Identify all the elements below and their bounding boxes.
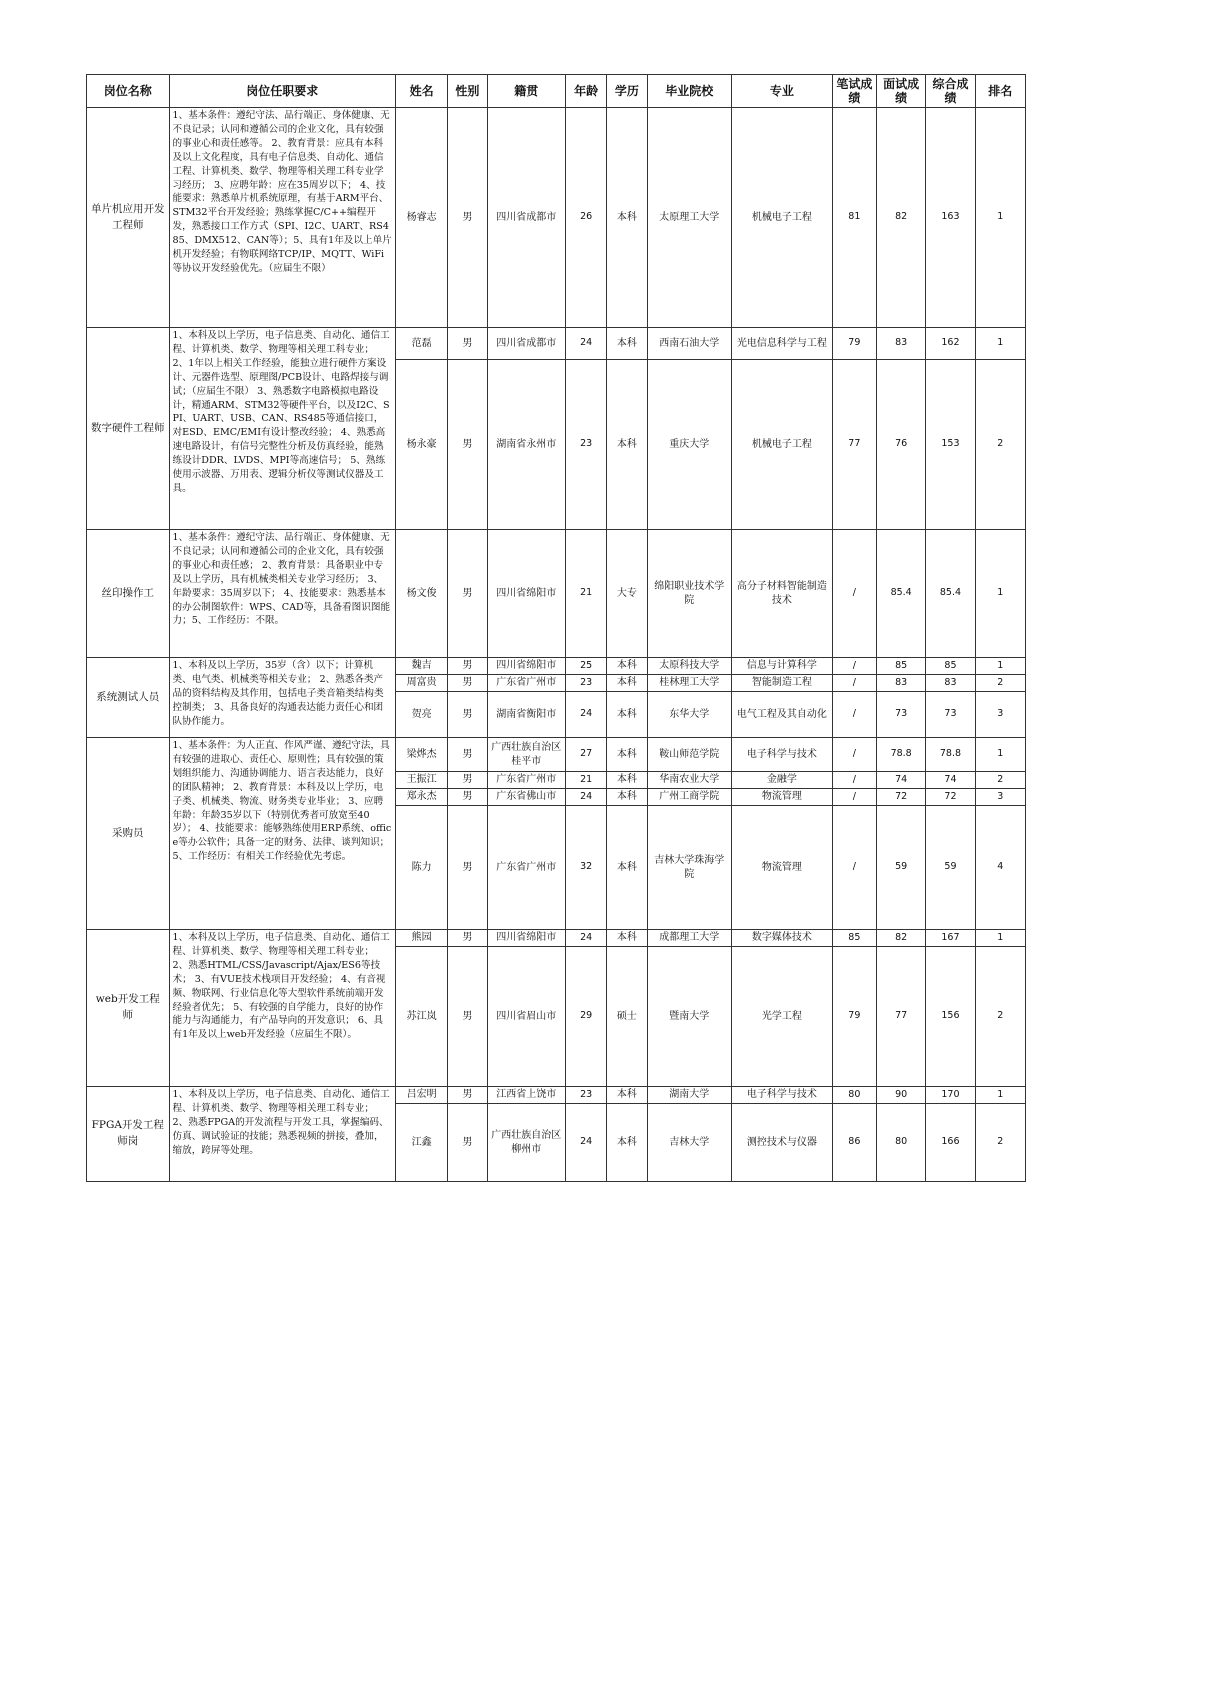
candidate-row xyxy=(87,658,1026,675)
candidate-major: 智能制造工程 xyxy=(732,675,833,692)
candidate-school: 鞍山师范学院 xyxy=(647,738,732,772)
candidate-school: 太原理工大学 xyxy=(647,108,732,328)
candidate-native-place: 湖南省衡阳市 xyxy=(487,692,566,738)
candidate-rank: 3 xyxy=(975,789,1025,806)
candidate-native-place: 四川省成都市 xyxy=(487,108,566,328)
candidate-school: 东华大学 xyxy=(647,692,732,738)
candidate-name: 杨睿志 xyxy=(395,108,447,328)
total-score: 72 xyxy=(926,789,975,806)
candidate-age: 24 xyxy=(566,692,607,738)
candidate-education: 本科 xyxy=(607,1104,647,1182)
candidate-age: 24 xyxy=(566,789,607,806)
written-score: 85 xyxy=(832,930,876,947)
total-score: 59 xyxy=(926,806,975,930)
position-name: 数字硬件工程师 xyxy=(87,328,170,530)
candidate-name: 魏吉 xyxy=(395,658,447,675)
candidate-gender: 男 xyxy=(448,947,487,1087)
candidate-school: 西南石油大学 xyxy=(647,328,732,360)
header-requirements: 岗位任职要求 xyxy=(169,75,395,108)
candidate-age: 24 xyxy=(566,1104,607,1182)
position-requirements: 1、本科及以上学历，电子信息类、自动化、通信工程、计算机类、数学、物理等相关理工科专业； 2、熟悉FPGA的开发流程与开发工具，掌握编码、仿真、调试验证的技能；熟悉视频的拼接，叠加，缩放，跨屏等处理。 xyxy=(169,1087,395,1182)
interview-score: 76 xyxy=(876,360,925,530)
total-score: 74 xyxy=(926,772,975,789)
candidate-rank: 2 xyxy=(975,360,1025,530)
candidate-major: 金融学 xyxy=(732,772,833,789)
candidate-native-place: 四川省眉山市 xyxy=(487,947,566,1087)
candidate-major: 物流管理 xyxy=(732,789,833,806)
candidate-age: 24 xyxy=(566,328,607,360)
candidate-native-place: 广东省广州市 xyxy=(487,675,566,692)
candidate-native-place: 四川省成都市 xyxy=(487,328,566,360)
candidate-native-place: 四川省绵阳市 xyxy=(487,930,566,947)
candidate-gender: 男 xyxy=(448,658,487,675)
header-name: 姓名 xyxy=(395,75,447,108)
candidate-rank: 2 xyxy=(975,1104,1025,1182)
candidate-native-place: 四川省绵阳市 xyxy=(487,658,566,675)
candidate-name: 熊园 xyxy=(395,930,447,947)
total-score: 83 xyxy=(926,675,975,692)
candidate-name: 王振江 xyxy=(395,772,447,789)
position-name: 丝印操作工 xyxy=(87,530,170,658)
candidate-education: 大专 xyxy=(607,530,647,658)
total-score: 78.8 xyxy=(926,738,975,772)
candidate-gender: 男 xyxy=(448,328,487,360)
candidate-gender: 男 xyxy=(448,530,487,658)
candidate-rank: 1 xyxy=(975,328,1025,360)
written-score: / xyxy=(832,738,876,772)
candidate-age: 23 xyxy=(566,1087,607,1104)
candidate-education: 本科 xyxy=(607,658,647,675)
header-position: 岗位名称 xyxy=(87,75,170,108)
candidate-education: 本科 xyxy=(607,1087,647,1104)
candidate-school: 华南农业大学 xyxy=(647,772,732,789)
candidate-rank: 1 xyxy=(975,738,1025,772)
interview-score: 78.8 xyxy=(876,738,925,772)
interview-score: 73 xyxy=(876,692,925,738)
candidate-school: 广州工商学院 xyxy=(647,789,732,806)
candidate-gender: 男 xyxy=(448,930,487,947)
header-gender: 性别 xyxy=(448,75,487,108)
candidate-major: 光学工程 xyxy=(732,947,833,1087)
interview-score: 82 xyxy=(876,108,925,328)
candidate-name: 杨文俊 xyxy=(395,530,447,658)
candidate-name: 杨永豪 xyxy=(395,360,447,530)
candidate-major: 测控技术与仪器 xyxy=(732,1104,833,1182)
candidate-rank: 2 xyxy=(975,947,1025,1087)
header-native-place: 籍贯 xyxy=(487,75,566,108)
position-name: web开发工程师 xyxy=(87,930,170,1087)
candidate-row xyxy=(87,530,1026,658)
header-total-score: 综合成绩 xyxy=(926,75,975,108)
candidate-education: 本科 xyxy=(607,789,647,806)
candidate-native-place: 广西壮族自治区桂平市 xyxy=(487,738,566,772)
written-score: 80 xyxy=(832,1087,876,1104)
candidate-rank: 2 xyxy=(975,675,1025,692)
candidate-major: 光电信息科学与工程 xyxy=(732,328,833,360)
candidate-native-place: 广西壮族自治区柳州市 xyxy=(487,1104,566,1182)
header-written-score: 笔试成绩 xyxy=(832,75,876,108)
candidate-education: 本科 xyxy=(607,930,647,947)
interview-score: 85 xyxy=(876,658,925,675)
candidate-major: 信息与计算科学 xyxy=(732,658,833,675)
results-table xyxy=(86,74,1026,1182)
candidate-gender: 男 xyxy=(448,360,487,530)
candidate-gender: 男 xyxy=(448,1087,487,1104)
candidate-native-place: 广东省广州市 xyxy=(487,806,566,930)
interview-score: 85.4 xyxy=(876,530,925,658)
candidate-native-place: 四川省绵阳市 xyxy=(487,530,566,658)
candidate-row xyxy=(87,328,1026,360)
candidate-gender: 男 xyxy=(448,806,487,930)
total-score: 163 xyxy=(926,108,975,328)
candidate-education: 本科 xyxy=(607,806,647,930)
position-requirements: 1、本科及以上学历，35岁（含）以下；计算机类、电气类、机械类等相关专业； 2、熟悉各类产品的资料结构及其作用，包括电子类音箱类结构类控制类； 3、具备良好的沟通表达能力责任心和团队协作能力。 xyxy=(169,658,395,738)
position-name: 单片机应用开发工程师 xyxy=(87,108,170,328)
candidate-education: 本科 xyxy=(607,738,647,772)
total-score: 170 xyxy=(926,1087,975,1104)
header-rank: 排名 xyxy=(975,75,1025,108)
candidate-gender: 男 xyxy=(448,738,487,772)
candidate-age: 21 xyxy=(566,530,607,658)
total-score: 156 xyxy=(926,947,975,1087)
position-name: FPGA开发工程师岗 xyxy=(87,1087,170,1182)
candidate-education: 本科 xyxy=(607,360,647,530)
total-score: 162 xyxy=(926,328,975,360)
results-body xyxy=(87,108,1026,1182)
candidate-education: 本科 xyxy=(607,772,647,789)
written-score: 79 xyxy=(832,328,876,360)
position-requirements: 1、基本条件：遵纪守法、品行端正、身体健康、无不良记录；认同和遵循公司的企业文化，具有较强的事业心和责任感； 2、教育背景：具备职业中专及以上学历，具有机械类相关专业学习经历； 3、年龄要求：35周岁以下； 4、技能要求：熟悉基本的办公制图软件：WPS、CAD等，具备看图识图能力；5、工作经历：不限。 xyxy=(169,530,395,658)
candidate-gender: 男 xyxy=(448,675,487,692)
candidate-rank: 1 xyxy=(975,530,1025,658)
candidate-name: 江鑫 xyxy=(395,1104,447,1182)
candidate-rank: 1 xyxy=(975,930,1025,947)
total-score: 167 xyxy=(926,930,975,947)
candidate-gender: 男 xyxy=(448,772,487,789)
candidate-name: 陈力 xyxy=(395,806,447,930)
candidate-gender: 男 xyxy=(448,692,487,738)
header-education: 学历 xyxy=(607,75,647,108)
written-score: / xyxy=(832,658,876,675)
candidate-rank: 2 xyxy=(975,772,1025,789)
candidate-major: 高分子材料智能制造技术 xyxy=(732,530,833,658)
total-score: 85 xyxy=(926,658,975,675)
written-score: / xyxy=(832,675,876,692)
candidate-row xyxy=(87,1087,1026,1104)
total-score: 73 xyxy=(926,692,975,738)
candidate-age: 25 xyxy=(566,658,607,675)
interview-score: 90 xyxy=(876,1087,925,1104)
candidate-age: 26 xyxy=(566,108,607,328)
candidate-school: 吉林大学 xyxy=(647,1104,732,1182)
candidate-school: 暨南大学 xyxy=(647,947,732,1087)
candidate-age: 23 xyxy=(566,360,607,530)
written-score: 79 xyxy=(832,947,876,1087)
candidate-age: 27 xyxy=(566,738,607,772)
total-score: 153 xyxy=(926,360,975,530)
written-score: 86 xyxy=(832,1104,876,1182)
interview-score: 77 xyxy=(876,947,925,1087)
interview-score: 83 xyxy=(876,328,925,360)
written-score: / xyxy=(832,806,876,930)
interview-score: 80 xyxy=(876,1104,925,1182)
written-score: / xyxy=(832,692,876,738)
candidate-name: 梁烨杰 xyxy=(395,738,447,772)
candidate-rank: 1 xyxy=(975,108,1025,328)
candidate-native-place: 广东省广州市 xyxy=(487,772,566,789)
position-requirements: 1、基本条件：遵纪守法、品行端正、身体健康、无不良记录；认同和遵循公司的企业文化，具有较强的事业心和责任感等。 2、教育背景：应具有本科及以上文化程度，具有电子信息类、自动化、通信工程、计算机类、数学、物理等相关理工科专业学习经历； 3、应聘年龄：应在35周岁以下； 4、技能要求：熟悉单片机系统原理，有基于ARM平台、STM32平台开发经验；熟练掌握C/C++编程开发，熟悉接口工作方式（SPI、I2C、UART、RS485、DMX512、CAN等）；5、具有1年及以上单片机开发经验；有物联网络TCP/IP、MQTT、WiFi等协议开发经验优先。（应届生不限） xyxy=(169,108,395,328)
candidate-education: 本科 xyxy=(607,108,647,328)
candidate-school: 绵阳职业技术学院 xyxy=(647,530,732,658)
candidate-gender: 男 xyxy=(448,1104,487,1182)
candidate-rank: 4 xyxy=(975,806,1025,930)
candidate-name: 吕宏明 xyxy=(395,1087,447,1104)
candidate-row xyxy=(87,108,1026,328)
candidate-major: 电气工程及其自动化 xyxy=(732,692,833,738)
candidate-major: 电子科学与技术 xyxy=(732,738,833,772)
interview-score: 83 xyxy=(876,675,925,692)
position-requirements: 1、本科及以上学历，电子信息类、自动化、通信工程、计算机类、数学、物理等相关理工科专业； 2、熟悉HTML/CSS/Javascript/Ajax/ES6等技术； 3、有VUE技术栈项目开发经验； 4、有音视频、物联网、行业信息化等大型软件系统前端开发经验者优先； 5、有较强的自学能力，良好的协作能力与沟通能力，有产品导向的开发意识； 6、具有1年及以上web开发经验（应届生不限）。 xyxy=(169,930,395,1087)
candidate-gender: 男 xyxy=(448,108,487,328)
candidate-rank: 3 xyxy=(975,692,1025,738)
candidate-major: 物流管理 xyxy=(732,806,833,930)
candidate-age: 24 xyxy=(566,930,607,947)
candidate-education: 本科 xyxy=(607,675,647,692)
candidate-age: 21 xyxy=(566,772,607,789)
total-score: 85.4 xyxy=(926,530,975,658)
interview-score: 59 xyxy=(876,806,925,930)
candidate-major: 机械电子工程 xyxy=(732,108,833,328)
candidate-school: 湖南大学 xyxy=(647,1087,732,1104)
header-major: 专业 xyxy=(732,75,833,108)
candidate-rank: 1 xyxy=(975,1087,1025,1104)
candidate-native-place: 湖南省永州市 xyxy=(487,360,566,530)
total-score: 166 xyxy=(926,1104,975,1182)
candidate-name: 贺亮 xyxy=(395,692,447,738)
candidate-school: 桂林理工大学 xyxy=(647,675,732,692)
candidate-rank: 1 xyxy=(975,658,1025,675)
candidate-major: 电子科学与技术 xyxy=(732,1087,833,1104)
candidate-education: 本科 xyxy=(607,692,647,738)
candidate-education: 本科 xyxy=(607,328,647,360)
interview-score: 74 xyxy=(876,772,925,789)
candidate-gender: 男 xyxy=(448,789,487,806)
candidate-native-place: 广东省佛山市 xyxy=(487,789,566,806)
position-requirements: 1、本科及以上学历，电子信息类、自动化、通信工程、计算机类、数学、物理等相关理工科专业； 2、1年以上相关工作经验，能独立进行硬件方案设计、元器件选型、原理图/PCB设计、电路焊接与调试；（应届生不限） 3、熟悉数字电路模拟电路设计，精通ARM、STM32等硬件平台，以及I2C、SPI、UART、USB、CAN、RS485等通信接口，对ESD、EMC/EMI有设计整改经验； 4、熟悉高速电路设计，有信号完整性分析及仿真经验，能熟练设计DDR、LVDS、MPI等高速信号； 5、熟练使用示波器、万用表、逻辑分析仪等测试仪器及工具。 xyxy=(169,328,395,530)
candidate-name: 郑永杰 xyxy=(395,789,447,806)
written-score: / xyxy=(832,772,876,789)
candidate-row xyxy=(87,738,1026,772)
interview-score: 82 xyxy=(876,930,925,947)
interview-score: 72 xyxy=(876,789,925,806)
candidate-school: 太原科技大学 xyxy=(647,658,732,675)
candidate-age: 32 xyxy=(566,806,607,930)
header-row xyxy=(87,75,1026,108)
recruitment-results-sheet xyxy=(86,74,1026,1182)
candidate-school: 重庆大学 xyxy=(647,360,732,530)
candidate-native-place: 江西省上饶市 xyxy=(487,1087,566,1104)
written-score: 81 xyxy=(832,108,876,328)
candidate-name: 周富贵 xyxy=(395,675,447,692)
candidate-school: 成都理工大学 xyxy=(647,930,732,947)
position-name: 系统测试人员 xyxy=(87,658,170,738)
header-age: 年龄 xyxy=(566,75,607,108)
position-requirements: 1、基本条件：为人正直、作风严谨、遵纪守法，具有较强的进取心、责任心、原则性；具有较强的策划组织能力、沟通协调能力、语言表达能力，良好的团队精神； 2、教育背景：本科及以上学历，电子类、机械类、物流、财务类专业毕业； 3、应聘年龄：年龄35岁以下（特别优秀者可放宽至40岁）； 4、技能要求：能够熟练使用ERP系统、office等办公软件；具备一定的财务、法律、谈判知识； 5、工作经历：有相关工作经验优先考虑。 xyxy=(169,738,395,930)
candidate-major: 数字媒体技术 xyxy=(732,930,833,947)
candidate-major: 机械电子工程 xyxy=(732,360,833,530)
written-score: / xyxy=(832,530,876,658)
candidate-age: 23 xyxy=(566,675,607,692)
header-school: 毕业院校 xyxy=(647,75,732,108)
candidate-age: 29 xyxy=(566,947,607,1087)
written-score: 77 xyxy=(832,360,876,530)
header-interview-score: 面试成绩 xyxy=(876,75,925,108)
candidate-name: 范磊 xyxy=(395,328,447,360)
candidate-name: 苏江岚 xyxy=(395,947,447,1087)
candidate-education: 硕士 xyxy=(607,947,647,1087)
written-score: / xyxy=(832,789,876,806)
candidate-school: 吉林大学珠海学院 xyxy=(647,806,732,930)
position-name: 采购员 xyxy=(87,738,170,930)
candidate-row xyxy=(87,930,1026,947)
